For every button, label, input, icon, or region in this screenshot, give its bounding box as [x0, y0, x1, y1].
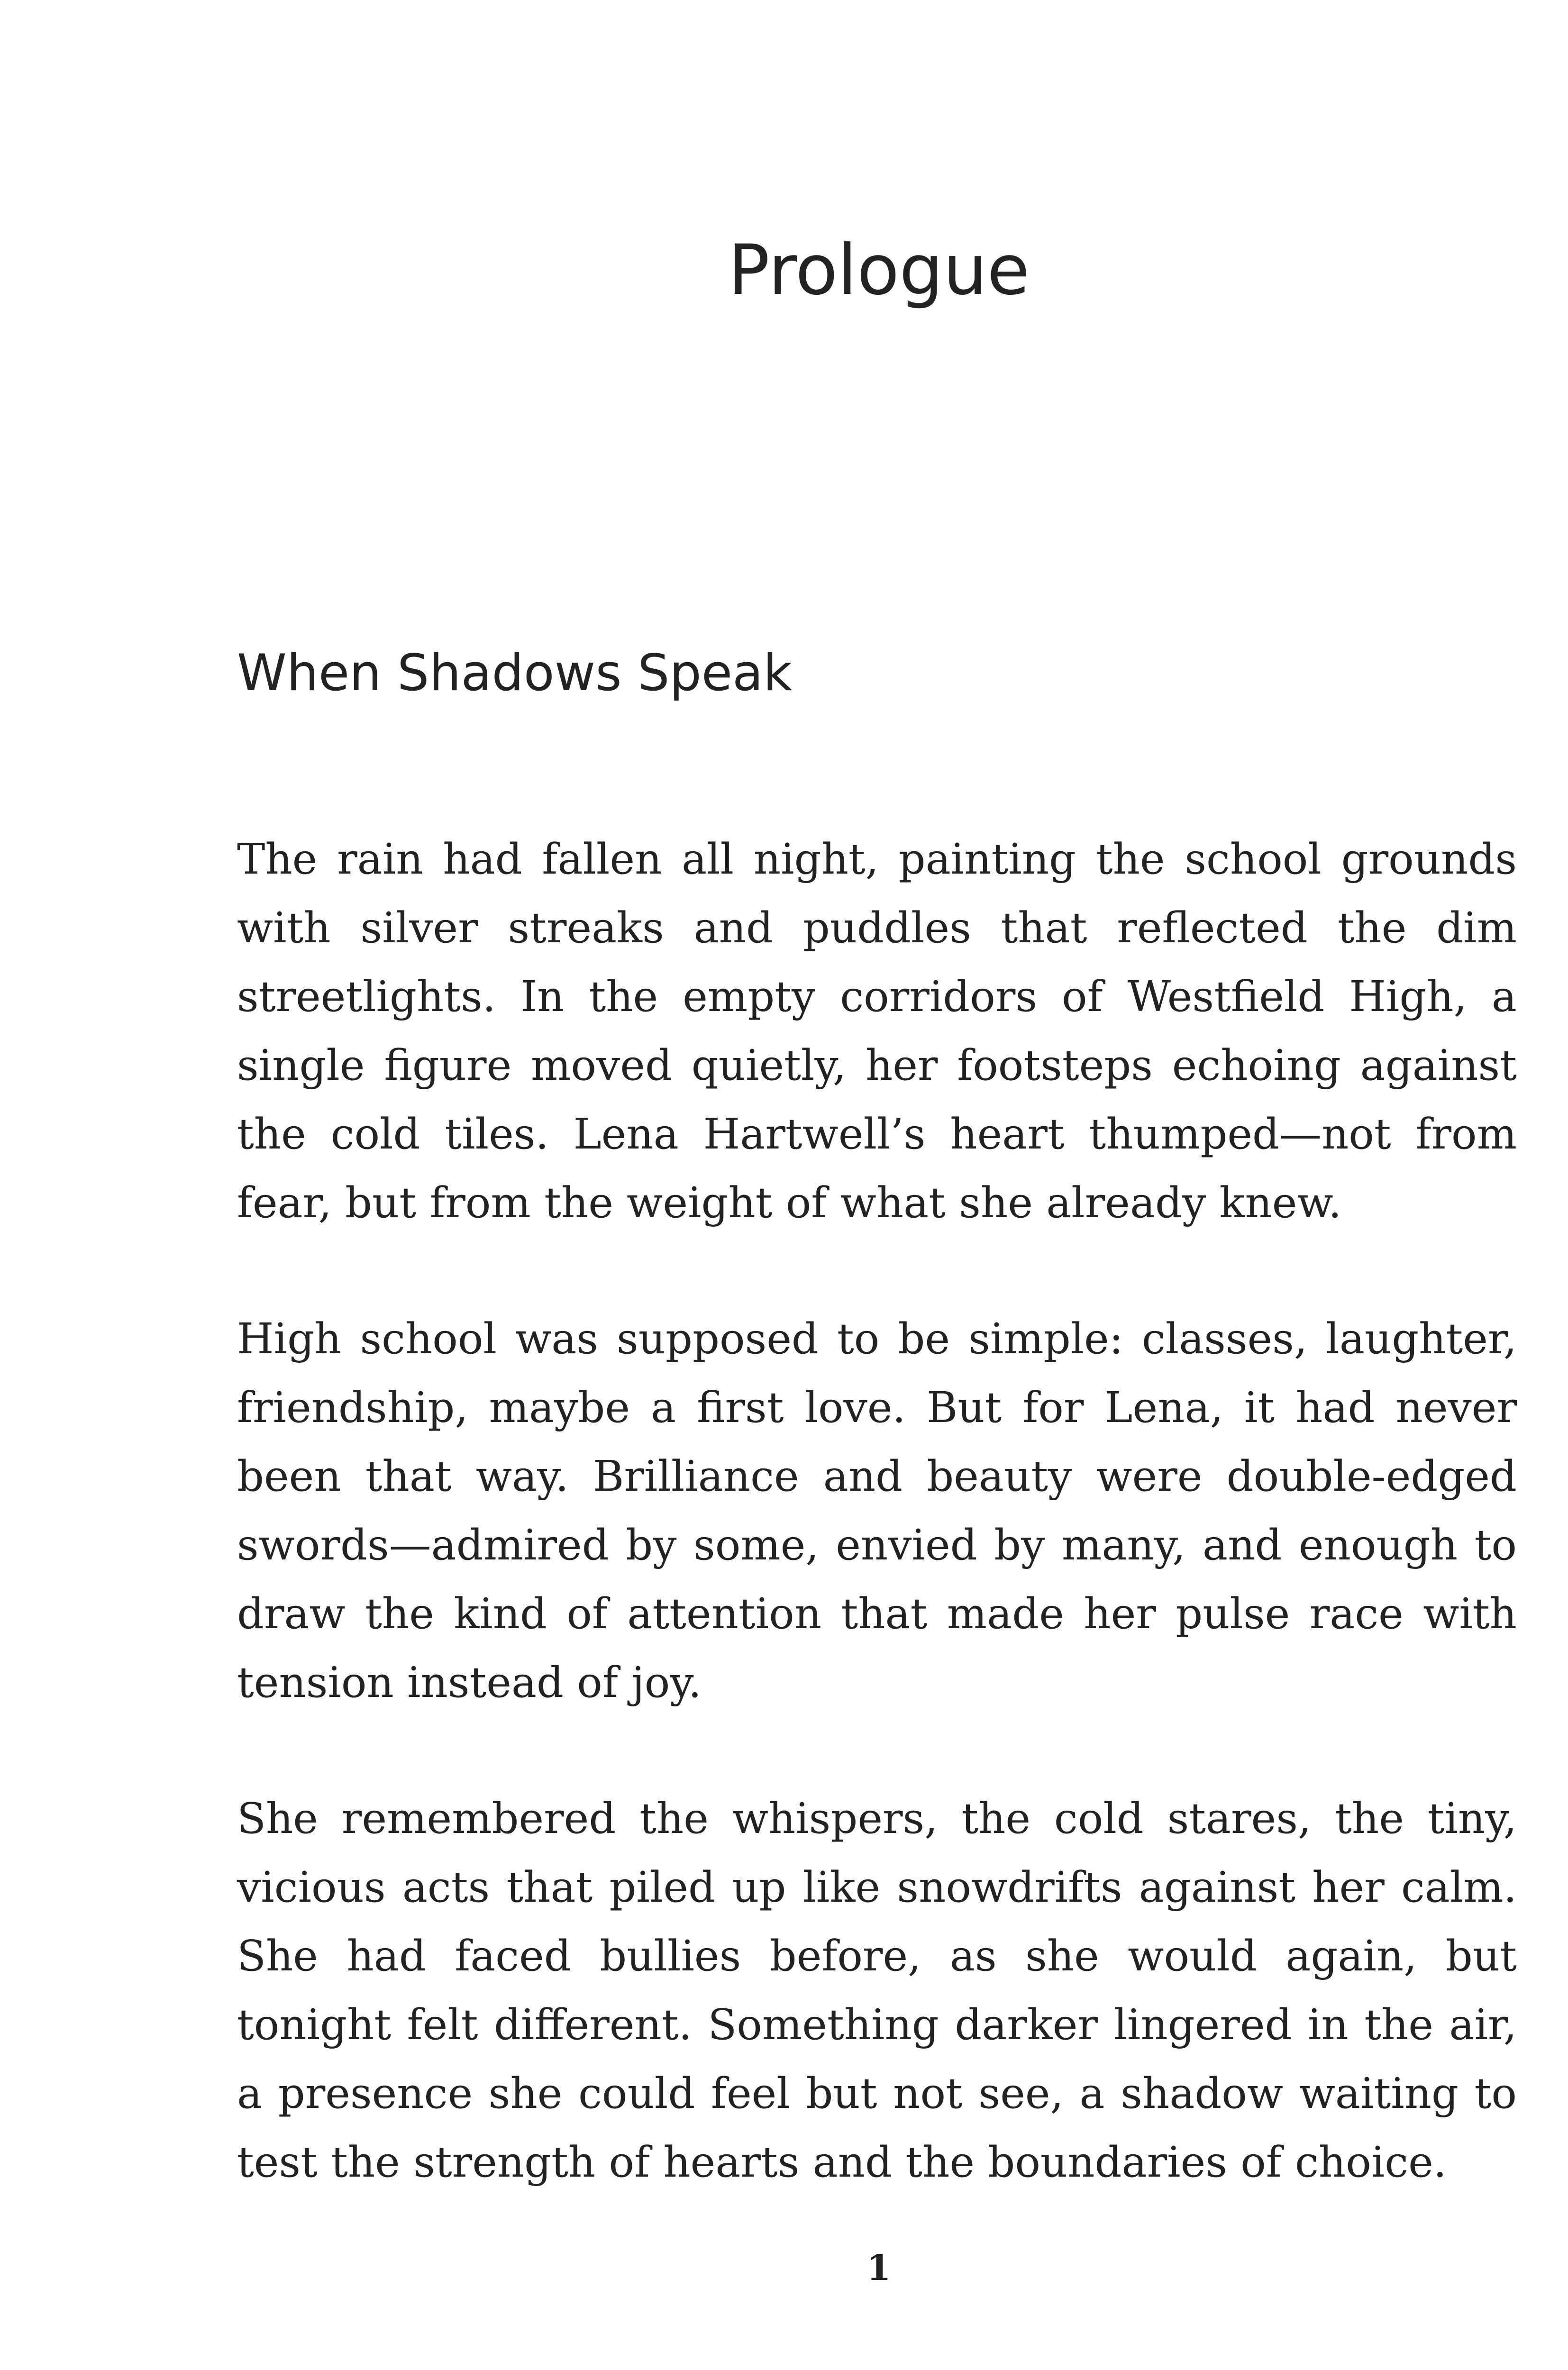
- section-title: When Shadows Speak: [237, 644, 793, 702]
- chapter-title: Prologue: [728, 230, 1030, 310]
- paragraph: She remembered the whispers, the cold stares, the tiny, vicious acts that piled up like snowdrifts against her calm. She had faced bullies before, as she would again, but tonight felt different. Something darker lingered in the air, a presence she could feel but not see, a shadow waiting to test the strength of hearts and the boundaries of choice.: [237, 1794, 1517, 2187]
- page-number: 1: [866, 2248, 891, 2288]
- paragraph: High school was supposed to be simple: classes, laughter, friendship, maybe a first love. But for Lena, it had never been that way. Brilliance and beauty were double-edged swords—admired by some, envied by many, and enough to draw the kind of attention that made her pulse race with tension instead of joy.: [237, 1314, 1517, 1707]
- paragraph: The rain had fallen all night, painting the school grounds with silver streaks and puddles that reflected the dim streetlights. In the empty corridors of Westfield High, a single figure moved quietly, her footsteps echoing against the cold tiles. Lena Hartwell’s heart thumped—not from fear, but from the weight of what she already knew.: [237, 834, 1517, 1227]
- body-text: [237, 825, 1517, 2264]
